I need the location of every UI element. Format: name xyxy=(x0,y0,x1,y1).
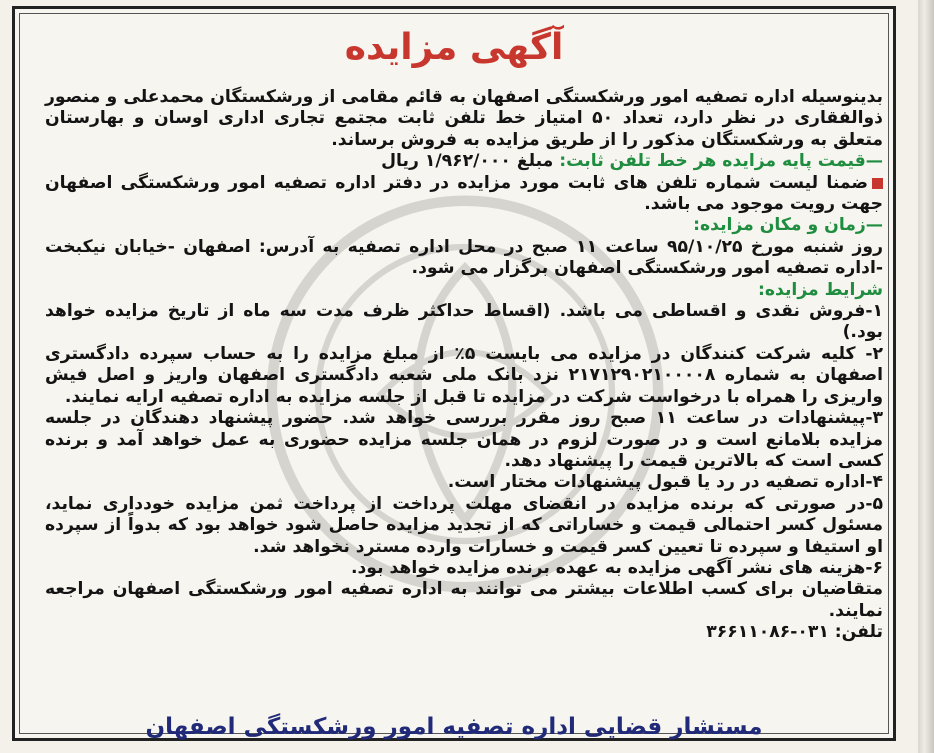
time-place-label: —زمان و مکان مزایده: xyxy=(693,215,883,236)
notice-title: آگهی مزایده xyxy=(344,27,564,68)
condition-item: ۶-هزینه های نشر آگهی مزایده به عهده برنده مزایده خواهد بود. xyxy=(350,557,883,578)
paper-clip-edge xyxy=(918,0,934,753)
conditions-label: شرایط مزایده: xyxy=(758,279,883,300)
condition-item: ۵-در صورتی که برنده مزایده در انقضای مهلت پرداخت از پرداخت ثمن مزایده خودداری نماید، مسئول کسر احتمالی قیمت و خساراتی که از تجدید مزایده حاصل شود خواهد بود که بدواً از سپرده او استیفا و سپرده تا تعیین کسر قیمت و خسارات وارده مسترد نخواهد شد. xyxy=(45,493,883,557)
price-label: —قیمت پایه مزایده هر خط تلفن ثابت: xyxy=(559,151,883,172)
notice-body xyxy=(45,87,883,644)
list-note: ضمنا لیست شماره تلفن های ثابت مورد مزایده در دفتر اداره تصفیه امور ورشکستگی اصفهان جهت رویت موجود می باشد. xyxy=(45,172,883,215)
notice-frame xyxy=(12,6,896,741)
time-place-text: روز شنبه مورخ ۹۵/۱۰/۲۵ ساعت ۱۱ صبح در محل اداره تصفیه به آدرس: اصفهان -خیابان نیکبخت -اداره تصفیه امور ورشکستگی اصفهان برگزار می شود. xyxy=(45,236,883,279)
notice-footer-signature: مستشار قضایی اداره تصفیه امور ورشکستگی اصفهان xyxy=(145,714,763,740)
phone-line: تلفن: ۰۳۱-۳۶۶۱۱۰۸۶ xyxy=(706,622,883,643)
price-value: مبلغ ۱/۹۶۲/۰۰۰ ریال xyxy=(381,151,554,172)
condition-item: ۲- کلیه شرکت کنندگان در مزایده می بایست ۵٪ از مبلغ مزایده را به حساب سپرده دادگستری اصفهان به شماره ۲۱۷۱۲۹۰۲۱۰۰۰۰۸ نزد بانک ملی شعبه دادگستری اصفهان واریز و اصل فیش واریزی را همراه با درخواست شرکت در مزایده تا قبل از جلسه مزایده به اداره تصفیه ارایه نمایند. xyxy=(45,343,883,407)
condition-item: ۱-فروش نقدی و اقساطی می باشد. (اقساط حداکثر ظرف مدت سه ماه از تاریخ مزایده خواهد بود.) xyxy=(45,301,883,343)
square-bullet-icon xyxy=(872,178,883,189)
list-note-line xyxy=(45,173,883,216)
price-line xyxy=(45,151,883,172)
condition-item: ۴-اداره تصفیه در رد یا قبول پیشنهادات مختار است. xyxy=(447,472,883,493)
applicants-note: متقاضیان برای کسب اطلاعات بیشتر می توانند به اداره تصفیه امور ورشکستگی اصفهان مراجعه نمایند. xyxy=(45,579,883,621)
condition-item: ۳-پیشنهادات در ساعت ۱۱ صبح روز مقرر بررسی خواهد شد. حضور پیشنهاد دهندگان در جلسه مزایده بلامانع است و در صورت لزوم در همان جلسه مزایده حضوری به عمل خواهد آمد و برنده کسی است که بالاترین قیمت را پیشنهاد دهد. xyxy=(45,408,883,471)
intro-paragraph: بدینوسیله اداره تصفیه امور ورشکستگی اصفهان به قائم مقامی از ورشکستگان محمدعلی و منصور ذوالفقاری در نظر دارد، تعداد ۵۰ امتیاز خط تلفن ثابت مجتمع تجاری اداری اوسان و بهارستان متعلق به ورشکستگان مذکور را از طریق مزایده به فروش برساند. xyxy=(45,87,883,150)
